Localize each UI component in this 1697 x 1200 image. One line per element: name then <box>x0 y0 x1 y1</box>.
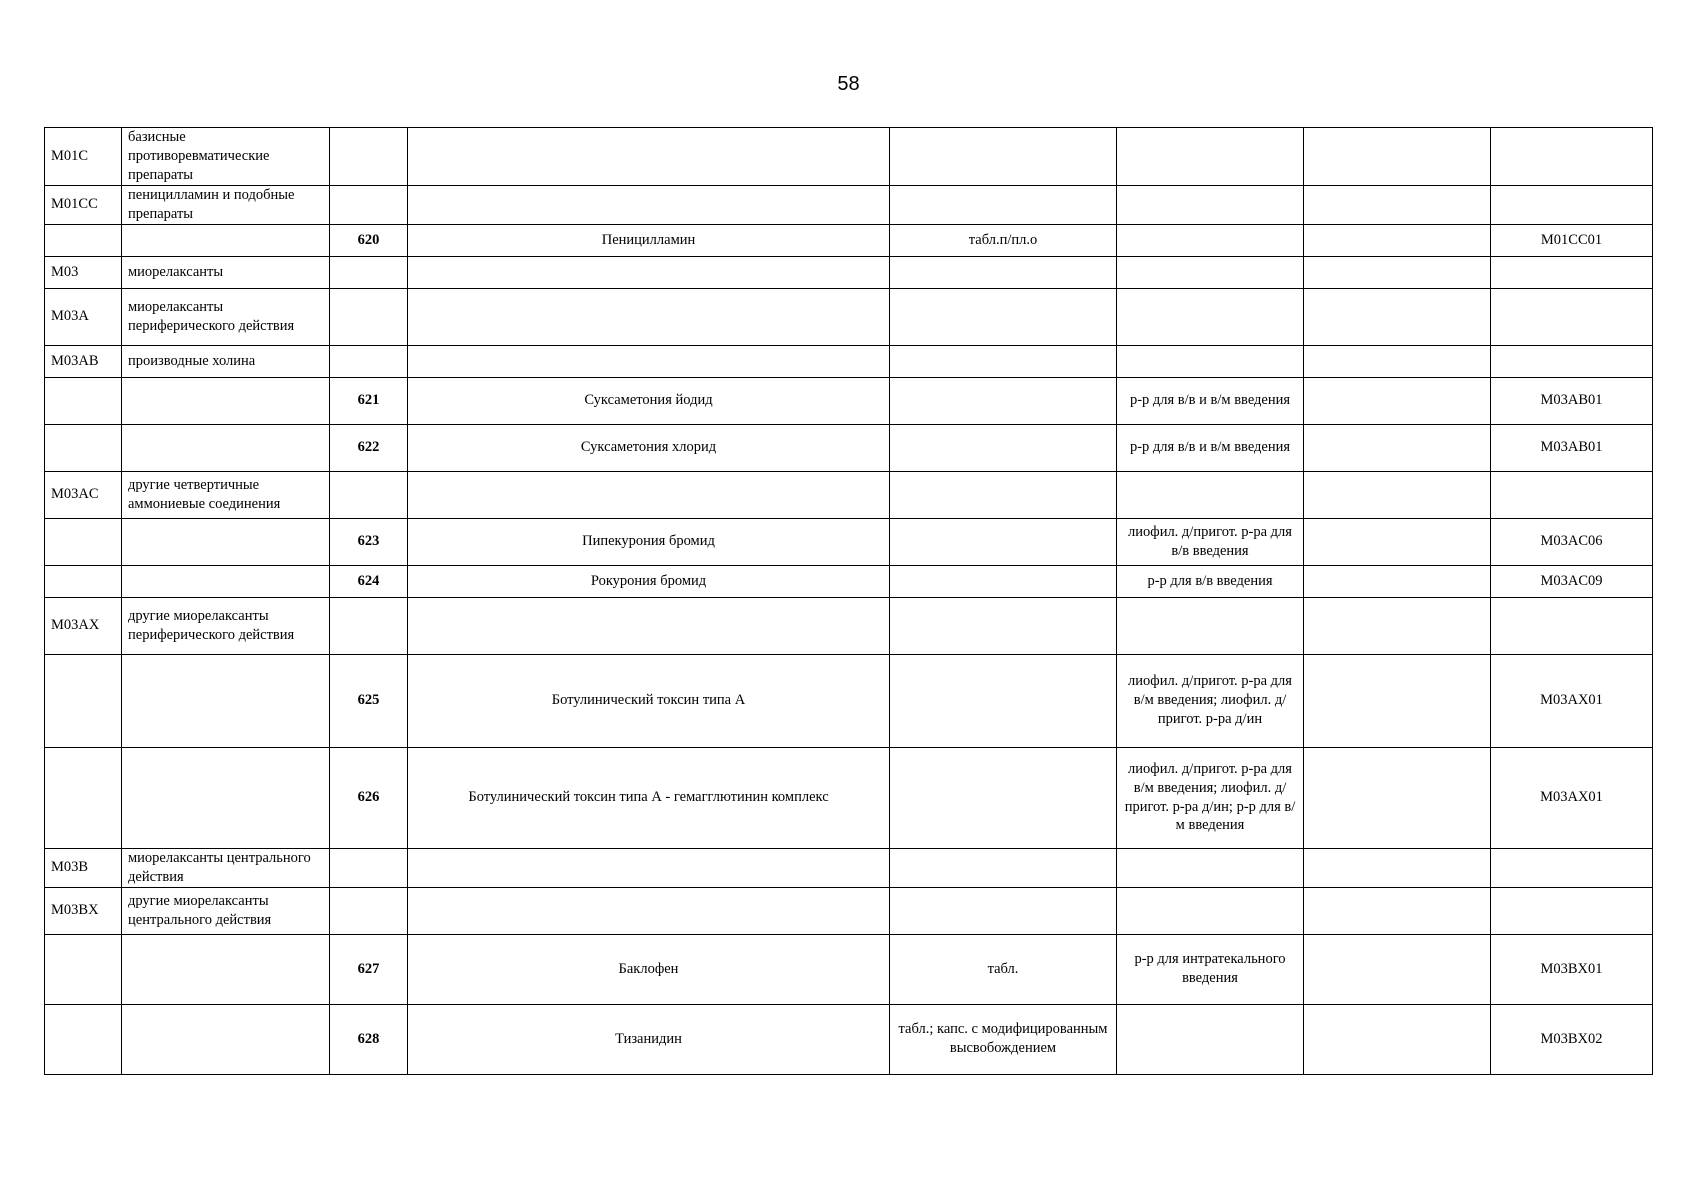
dosage-form-1: табл. <box>890 934 1117 1004</box>
item-number: 626 <box>330 747 408 848</box>
dosage-form-2: р-р для интратекального введения <box>1117 934 1304 1004</box>
item-number <box>330 848 408 887</box>
atc-group-name: миорелаксанты периферического действия <box>122 288 330 345</box>
table-row <box>45 128 1653 186</box>
item-number <box>330 256 408 288</box>
atc-group-code <box>45 377 122 424</box>
atc-code <box>1491 128 1653 186</box>
table-row <box>45 747 1653 848</box>
atc-code <box>1491 597 1653 654</box>
atc-group-code: M03AB <box>45 345 122 377</box>
extra-cell <box>1304 128 1491 186</box>
atc-group-code <box>45 565 122 597</box>
extra-cell <box>1304 747 1491 848</box>
item-number: 620 <box>330 224 408 256</box>
dosage-form-1 <box>890 185 1117 224</box>
atc-group-name <box>122 424 330 471</box>
table-row <box>45 185 1653 224</box>
drug-name <box>408 288 890 345</box>
item-number: 627 <box>330 934 408 1004</box>
atc-group-code: M01CC <box>45 185 122 224</box>
table-row <box>45 224 1653 256</box>
dosage-form-2 <box>1117 185 1304 224</box>
drug-name: Тизанидин <box>408 1004 890 1074</box>
atc-group-name <box>122 747 330 848</box>
dosage-form-1 <box>890 288 1117 345</box>
drug-name: Суксаметония йодид <box>408 377 890 424</box>
table-body <box>45 128 1653 1075</box>
atc-code: M03AB01 <box>1491 424 1653 471</box>
item-number <box>330 471 408 518</box>
drug-name: Ботулинический токсин типа А <box>408 654 890 747</box>
extra-cell <box>1304 256 1491 288</box>
atc-group-name: базисные противоревматические препараты <box>122 128 330 186</box>
dosage-form-2: р-р для в/в введения <box>1117 565 1304 597</box>
atc-group-code <box>45 518 122 565</box>
drug-name: Пеницилламин <box>408 224 890 256</box>
atc-code <box>1491 288 1653 345</box>
extra-cell <box>1304 185 1491 224</box>
extra-cell <box>1304 424 1491 471</box>
atc-group-code <box>45 424 122 471</box>
item-number: 625 <box>330 654 408 747</box>
drug-table <box>44 127 1653 1075</box>
extra-cell <box>1304 887 1491 934</box>
drug-name <box>408 185 890 224</box>
dosage-form-2: лиофил. д/пригот. р-ра для в/в введения <box>1117 518 1304 565</box>
extra-cell <box>1304 597 1491 654</box>
atc-group-code: M03BX <box>45 887 122 934</box>
drug-name: Рокурония бромид <box>408 565 890 597</box>
table-row <box>45 934 1653 1004</box>
item-number: 624 <box>330 565 408 597</box>
atc-code: M01CC01 <box>1491 224 1653 256</box>
atc-code: M03AC06 <box>1491 518 1653 565</box>
atc-group-name: другие четвертичные аммониевые соединения <box>122 471 330 518</box>
page-number: 58 <box>837 73 860 95</box>
item-number <box>330 128 408 186</box>
atc-group-code: M03AC <box>45 471 122 518</box>
atc-group-code <box>45 934 122 1004</box>
dosage-form-2: р-р для в/в и в/м введения <box>1117 424 1304 471</box>
atc-group-code <box>45 224 122 256</box>
atc-group-name <box>122 565 330 597</box>
atc-code <box>1491 256 1653 288</box>
dosage-form-2 <box>1117 471 1304 518</box>
dosage-form-1 <box>890 565 1117 597</box>
extra-cell <box>1304 934 1491 1004</box>
dosage-form-2 <box>1117 224 1304 256</box>
atc-code <box>1491 185 1653 224</box>
item-number <box>330 887 408 934</box>
item-number: 623 <box>330 518 408 565</box>
atc-group-name <box>122 1004 330 1074</box>
atc-group-name: другие миорелаксанты центрального действия <box>122 887 330 934</box>
dosage-form-2 <box>1117 345 1304 377</box>
dosage-form-1: табл.; капс. с модифицированным высвобождением <box>890 1004 1117 1074</box>
item-number <box>330 597 408 654</box>
atc-code <box>1491 471 1653 518</box>
atc-group-code: M01C <box>45 128 122 186</box>
table-row <box>45 597 1653 654</box>
atc-group-code: M03 <box>45 256 122 288</box>
dosage-form-1 <box>890 597 1117 654</box>
item-number: 622 <box>330 424 408 471</box>
table-row <box>45 887 1653 934</box>
dosage-form-1 <box>890 377 1117 424</box>
extra-cell <box>1304 224 1491 256</box>
drug-name <box>408 887 890 934</box>
atc-group-code <box>45 654 122 747</box>
atc-group-name <box>122 377 330 424</box>
atc-group-code: M03B <box>45 848 122 887</box>
dosage-form-1 <box>890 128 1117 186</box>
table-row <box>45 377 1653 424</box>
dosage-form-1 <box>890 654 1117 747</box>
atc-group-name <box>122 934 330 1004</box>
drug-name: Баклофен <box>408 934 890 1004</box>
dosage-form-1 <box>890 747 1117 848</box>
extra-cell <box>1304 565 1491 597</box>
extra-cell <box>1304 1004 1491 1074</box>
atc-group-name: миорелаксанты <box>122 256 330 288</box>
table-row <box>45 471 1653 518</box>
drug-name <box>408 848 890 887</box>
atc-group-name: производные холина <box>122 345 330 377</box>
dosage-form-1 <box>890 471 1117 518</box>
atc-code: M03BX01 <box>1491 934 1653 1004</box>
table-row <box>45 518 1653 565</box>
extra-cell <box>1304 288 1491 345</box>
item-number: 628 <box>330 1004 408 1074</box>
table-row <box>45 848 1653 887</box>
atc-group-code <box>45 747 122 848</box>
dosage-form-2: лиофил. д/пригот. р-ра для в/м введения; лиофил. д/пригот. р-ра д/ин; р-р для в/м введения <box>1117 747 1304 848</box>
dosage-form-2: р-р для в/в и в/м введения <box>1117 377 1304 424</box>
dosage-form-1 <box>890 518 1117 565</box>
extra-cell <box>1304 345 1491 377</box>
dosage-form-2 <box>1117 1004 1304 1074</box>
drug-name <box>408 345 890 377</box>
table-row <box>45 256 1653 288</box>
atc-group-name <box>122 224 330 256</box>
dosage-form-2 <box>1117 128 1304 186</box>
item-number <box>330 288 408 345</box>
atc-group-name <box>122 654 330 747</box>
dosage-form-1 <box>890 424 1117 471</box>
atc-code: M03BX02 <box>1491 1004 1653 1074</box>
dosage-form-1: табл.п/пл.о <box>890 224 1117 256</box>
dosage-form-2 <box>1117 288 1304 345</box>
dosage-form-1 <box>890 256 1117 288</box>
dosage-form-1 <box>890 848 1117 887</box>
atc-group-name: пеницилламин и подобные препараты <box>122 185 330 224</box>
drug-name <box>408 471 890 518</box>
drug-name: Суксаметония хлорид <box>408 424 890 471</box>
item-number <box>330 345 408 377</box>
dosage-form-1 <box>890 887 1117 934</box>
atc-code <box>1491 345 1653 377</box>
drug-name <box>408 128 890 186</box>
dosage-form-2 <box>1117 597 1304 654</box>
atc-code: M03AX01 <box>1491 747 1653 848</box>
table-row <box>45 345 1653 377</box>
drug-name <box>408 597 890 654</box>
dosage-form-1 <box>890 345 1117 377</box>
drug-name: Пипекурония бромид <box>408 518 890 565</box>
atc-group-name: миорелаксанты центрального действия <box>122 848 330 887</box>
atc-group-code: M03AX <box>45 597 122 654</box>
dosage-form-2 <box>1117 848 1304 887</box>
atc-group-code <box>45 1004 122 1074</box>
drug-name: Ботулинический токсин типа А - гемагглютинин комплекс <box>408 747 890 848</box>
atc-group-name: другие миорелаксанты периферического действия <box>122 597 330 654</box>
atc-code: M03AC09 <box>1491 565 1653 597</box>
extra-cell <box>1304 654 1491 747</box>
item-number: 621 <box>330 377 408 424</box>
extra-cell <box>1304 848 1491 887</box>
dosage-form-2 <box>1117 887 1304 934</box>
extra-cell <box>1304 377 1491 424</box>
table-row <box>45 424 1653 471</box>
table-row <box>45 565 1653 597</box>
atc-code <box>1491 887 1653 934</box>
dosage-form-2 <box>1117 256 1304 288</box>
atc-code <box>1491 848 1653 887</box>
drug-name <box>408 256 890 288</box>
table-row <box>45 288 1653 345</box>
item-number <box>330 185 408 224</box>
extra-cell <box>1304 518 1491 565</box>
atc-group-name <box>122 518 330 565</box>
atc-code: M03AB01 <box>1491 377 1653 424</box>
table-row <box>45 654 1653 747</box>
dosage-form-2: лиофил. д/пригот. р-ра для в/м введения; лиофил. д/пригот. р-ра д/ин <box>1117 654 1304 747</box>
atc-code: M03AX01 <box>1491 654 1653 747</box>
extra-cell <box>1304 471 1491 518</box>
atc-group-code: M03A <box>45 288 122 345</box>
table-row <box>45 1004 1653 1074</box>
